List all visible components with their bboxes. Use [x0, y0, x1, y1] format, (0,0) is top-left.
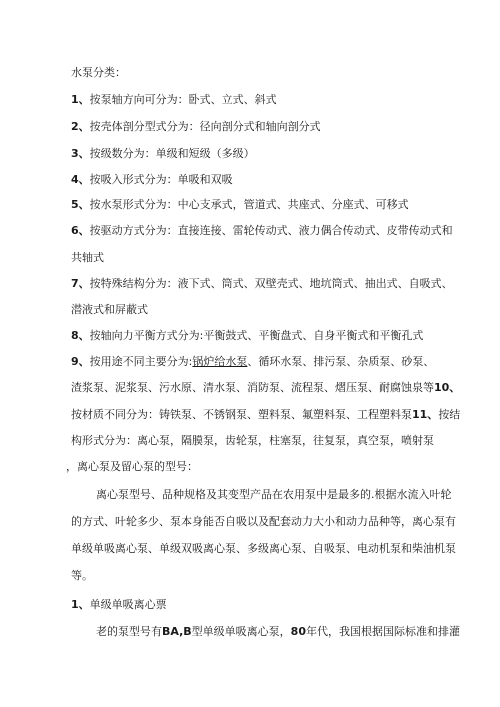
list-item-continuation: 共轴式	[71, 251, 104, 264]
list-item: 1、按泵轴方向可分为：卧式、立式、斜式	[71, 93, 277, 106]
paragraph-line: 老的泵型号有BA,B型单级单吸离心泵，80年代，我国根据国际标准和排灌	[96, 625, 460, 638]
paragraph-line: 等。	[71, 569, 93, 582]
paragraph-line: 单级单吸离心泵、单级双吸离心泵、多级离心泵、自吸泵、电动机泵和柴油机泵	[71, 542, 456, 555]
list-item-continuation: 构形式分为：离心泵，隔膜泵，齿轮泵，柱塞泵，往复泵，真空泵，喷射泵	[71, 434, 434, 447]
list-item: 3、按级数分为：单级和短级（多级）	[71, 147, 255, 160]
document-title: 水泵分类：	[71, 66, 126, 79]
list-item-continuation: 按材质不同分为：铸铁泵、不锈钢泵、塑料泵、氟塑料泵、工程塑料泵11、按结	[71, 408, 461, 421]
list-item-continuation: 潜液式和屏蔽式	[71, 303, 148, 316]
list-item-continuation: 渣浆泵、泥浆泵、污水原、清水泵、消防泵、流程泵、熠压泵、耐腐蚀泉等10、	[71, 381, 461, 394]
list-item: 6、按驱动方式分为：直接连接、雷轮传动式、液力偶合传动式、皮带传动式和	[71, 224, 453, 237]
list-item: 4、按吸入形式分为：单吸和双吸	[71, 173, 233, 186]
list-item: 2、按壳体剖分型式分为：径向剖分式和轴向剖分式	[71, 120, 321, 133]
section-intro: ，离心泵及留心泵的型号：	[66, 460, 198, 473]
list-item: 9、按用途不同主要分为:锅炉给水泵、循环水泵、排污泵、杂质泵、砂泵、	[71, 355, 435, 368]
list-item: 8、按轴向力平衡方式分为:平衡鼓式、平衡盘式、自身平衡式和平衡孔式	[71, 329, 424, 342]
subheading: 1、单级单吸离心票	[71, 598, 167, 611]
paragraph-line: 离心泵型号、品种规格及其变型产品在农用泵中是最多的.根据水流入叶轮	[96, 488, 452, 501]
list-item: 5、按水泵形式分为：中心支承式，管道式、共座式、分座式、可移式	[71, 198, 409, 211]
paragraph-line: 的方式、叶轮多少、泵本身能否自吸以及配套动力大小和动力品种等，离心泵有	[71, 515, 456, 528]
list-item: 7、按特殊结构分为：液下式、筒式、双壁壳式、地坑筒式、抽出式、自吸式、	[71, 277, 453, 290]
